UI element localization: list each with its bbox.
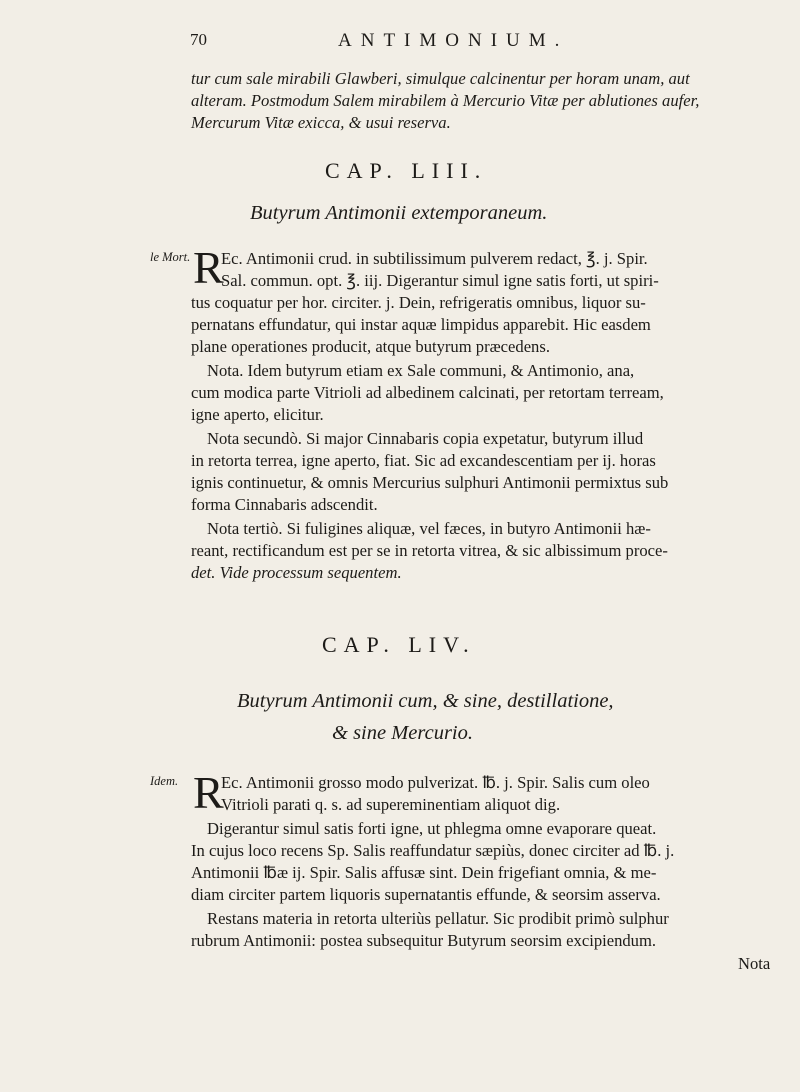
- page-number: 70: [190, 30, 207, 49]
- text-line: Sal. commun. opt. ℥. iij. Digerantur simul igne satis forti, ut spiri-: [221, 271, 659, 290]
- text-line: plane operationes producit, atque butyrum præcedens.: [191, 337, 550, 356]
- drop-capital: R: [193, 767, 224, 818]
- text-line: Digerantur simul satis forti igne, ut phlegma omne evaporare queat.: [207, 819, 657, 838]
- text-line: pernatans effundatur, qui instar aquæ limpidus apparebit. Hic easdem: [191, 315, 651, 334]
- text-line: igne aperto, elicitur.: [191, 405, 324, 424]
- text-line: Ec. Antimonii grosso modo pulverizat. ℔. j. Spir. Salis cum oleo: [221, 773, 650, 792]
- chapter-subtitle: Butyrum Antimonii extemporaneum.: [250, 202, 548, 224]
- text-line: reant, rectificandum est per se in retorta vitrea, & sic albissimum proce-: [191, 541, 668, 560]
- margin-note: le Mort.: [150, 250, 191, 264]
- text-line: det. Vide processum sequentem.: [191, 563, 402, 582]
- text-line: cum modica parte Vitrioli ad albedinem calcinati, per retortam terream,: [191, 383, 664, 402]
- text-line: diam circiter partem liquoris supernatantis effunde, & seorsim asserva.: [191, 885, 661, 904]
- text-line: Vitrioli parati q. s. ad supereminentiam aliquot dig.: [221, 795, 561, 814]
- text-line: Nota tertiò. Si fuligines aliquæ, vel fæces, in butyro Antimonii hæ-: [207, 519, 651, 538]
- text-line: In cujus loco recens Sp. Salis reaffundatur sæpiùs, donec circiter ad ℔. j.: [191, 841, 675, 860]
- chapter-heading: CAP. LIV.: [322, 632, 476, 657]
- drop-capital: R: [193, 242, 224, 293]
- chapter-heading: CAP. LIII.: [325, 158, 488, 183]
- page-header: [190, 30, 790, 54]
- catchword: Nota: [738, 954, 771, 973]
- chapter-subtitle: & sine Mercurio.: [332, 722, 474, 744]
- text-line: Nota secundò. Si major Cinnabaris copia expetatur, butyrum illud: [207, 429, 644, 448]
- chapter-subtitle: Butyrum Antimonii cum, & sine, destillatione,: [237, 690, 614, 712]
- text-line: rubrum Antimonii: postea subsequitur Butyrum seorsim excipiendum.: [191, 931, 657, 950]
- text-line: Antimonii ℔æ ij. Spir. Salis affusæ sint. Dein frigefiant omnia, & me-: [191, 863, 657, 882]
- text-line: Nota. Idem butyrum etiam ex Sale communi, & Antimonio, ana,: [207, 361, 635, 380]
- text-line: alteram. Postmodum Salem mirabilem à Mercurio Vitæ per ablutiones aufer,: [191, 91, 700, 110]
- text-line: forma Cinnabaris adscendit.: [191, 495, 378, 514]
- text-line: in retorta terrea, igne aperto, fiat. Sic ad excandescentiam per ij. horas: [191, 451, 656, 470]
- text-line: Mercurum Vitæ exicca, & usui reserva.: [191, 113, 451, 132]
- text-line: tus coquatur per hor. circiter. j. Dein, refrigeratis omnibus, liquor su-: [191, 293, 646, 312]
- margin-note: Idem.: [150, 774, 179, 788]
- text-line: Ec. Antimonii crud. in subtilissimum pulverem redact, ℥. j. Spir.: [221, 249, 648, 268]
- text-line: tur cum sale mirabili Glawberi, simulque calcinentur per horam unam, aut: [191, 69, 690, 88]
- running-title: ANTIMONIUM.: [338, 30, 569, 51]
- text-line: ignis continuetur, & omnis Mercurius sulphuri Antimonii permixtus sub: [191, 473, 669, 492]
- text-line: Restans materia in retorta ulteriùs pellatur. Sic prodibit primò sulphur: [207, 909, 669, 928]
